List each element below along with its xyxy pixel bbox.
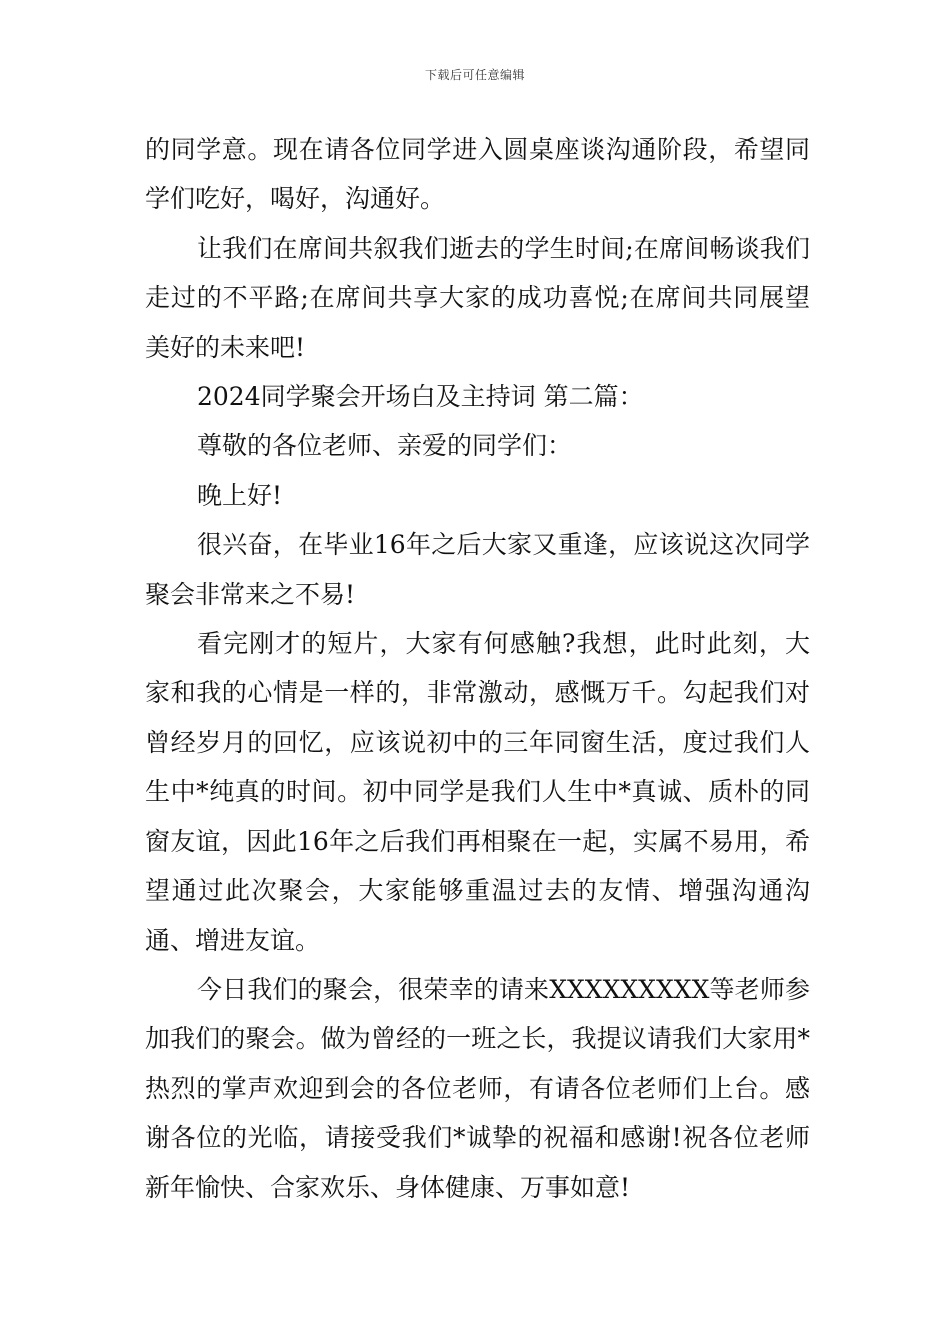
paragraph: 看完刚才的短片，大家有何感触?我想，此时此刻，大家和我的心情是一样的，非常激动，感慨万千。勾起我们对曾经岁月的回忆，应该说初中的三年同窗生活，度过我们人生中*纯真的时间。初中同学是我们人生中*真诚、质朴的同窗友谊，因此16年之后我们再相聚在一起，实属不易用，希望通过此次聚会，大家能够重温过去的友情、增强沟通沟通、增进友谊。 bbox=[145, 629, 810, 955]
salutation: 尊敬的各位老师、亲爱的同学们： bbox=[197, 431, 573, 461]
paragraph: 很兴奋，在毕业16年之后大家又重逢，应该说这次同学聚会非常来之不易! bbox=[145, 530, 810, 609]
paragraph: 让我们在席间共叙我们逝去的学生时间;在席间畅谈我们走过的不平路;在席间共享大家的成功喜悦;在席间共同展望美好的未来吧! bbox=[145, 233, 810, 362]
header-note: 下载后可任意编辑 bbox=[424, 68, 525, 82]
greeting: 晚上好! bbox=[197, 480, 283, 510]
document-body bbox=[145, 125, 810, 1212]
paragraph-continuation: 的同学意。现在请各位同学进入圆桌座谈沟通阶段，希望同学们吃好，喝好，沟通好。 bbox=[145, 135, 810, 214]
section-heading: 2024同学聚会开场白及主持词 第二篇： bbox=[197, 382, 644, 412]
paragraph: 今日我们的聚会，很荣幸的请来XXXXXXXXX等老师参加我们的聚会。做为曾经的一班之长，我提议请我们大家用*热烈的掌声欢迎到会的各位老师，有请各位老师们上台。感谢各位的光临，请接受我们*诚挚的祝福和感谢!祝各位老师新年愉快、合家欢乐、身体健康、万事如意! bbox=[145, 974, 810, 1202]
